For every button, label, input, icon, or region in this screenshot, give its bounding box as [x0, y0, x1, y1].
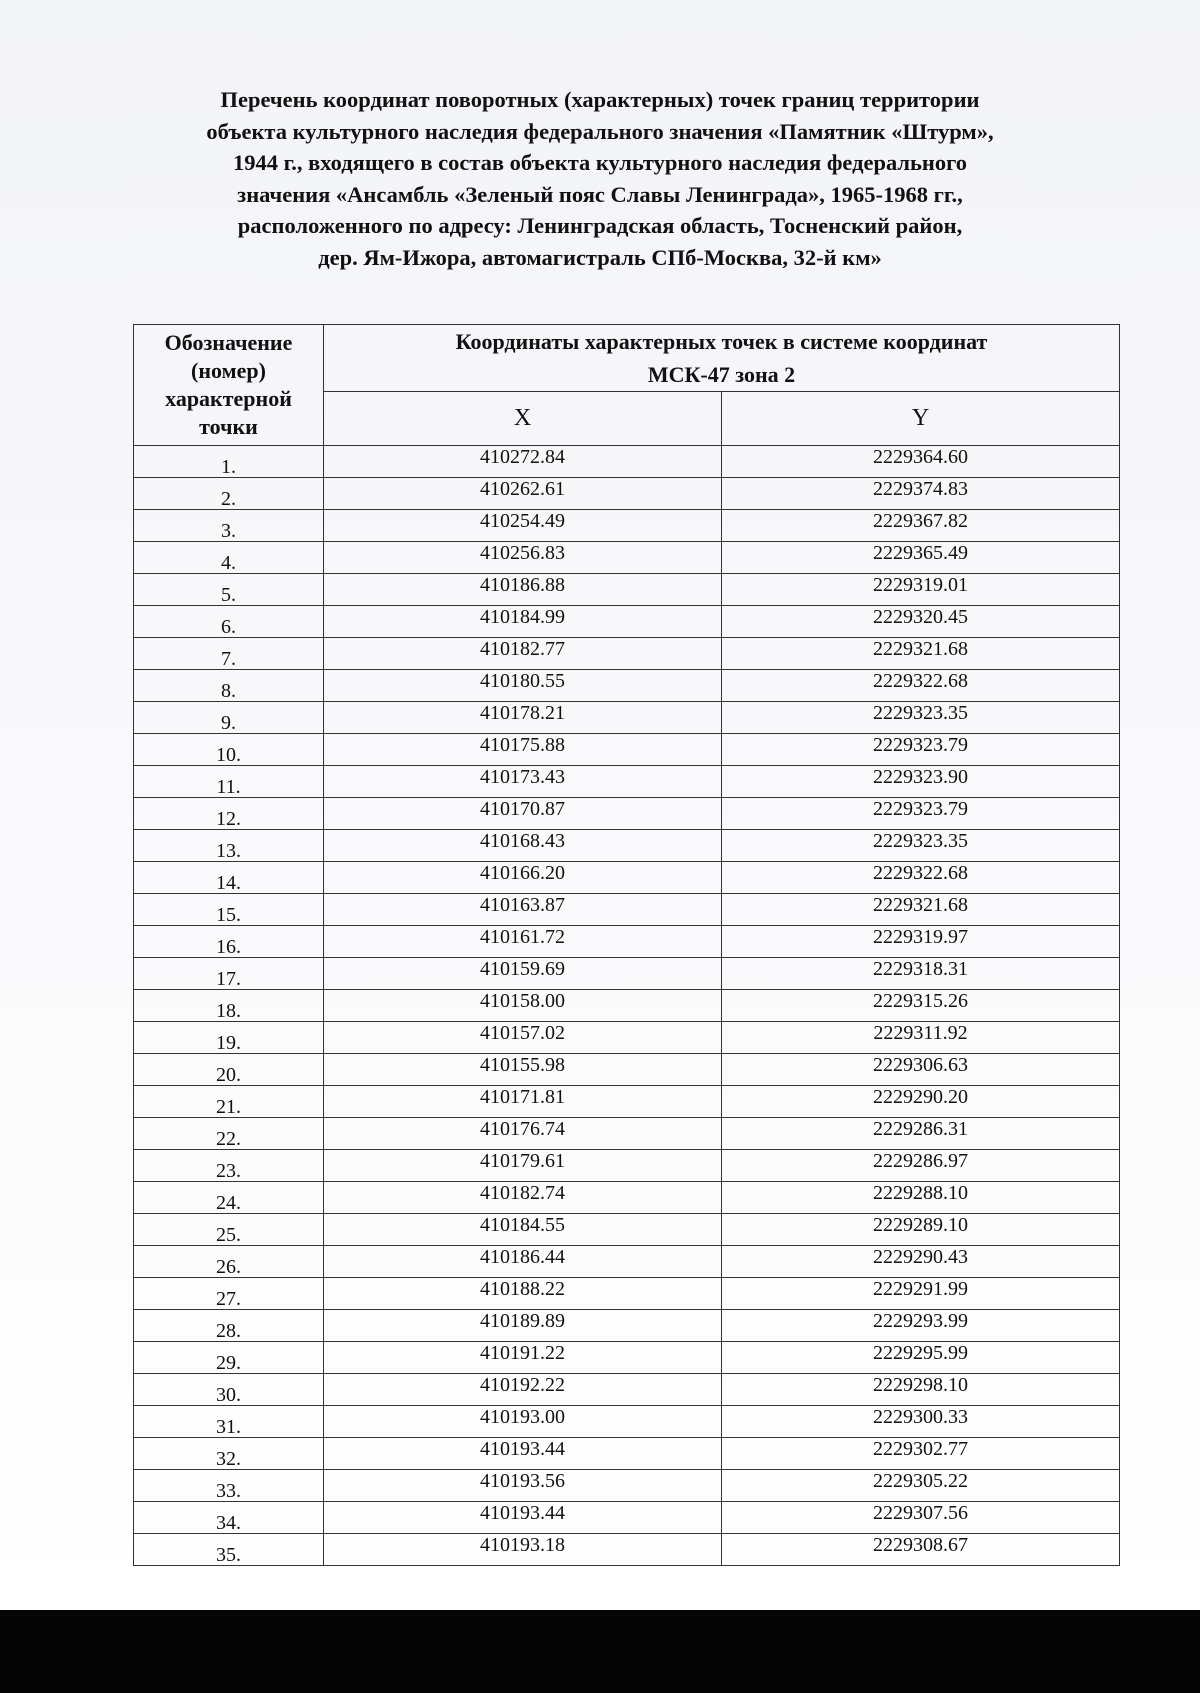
- table-row: [134, 1310, 1120, 1342]
- point-number-cell: 32.: [134, 1438, 324, 1470]
- table-row: [134, 446, 1120, 478]
- y-coordinate-cell: 2229322.68: [722, 862, 1120, 894]
- point-number-cell: 19.: [134, 1022, 324, 1054]
- y-coordinate-cell: 2229318.31: [722, 958, 1120, 990]
- point-number-cell: 28.: [134, 1310, 324, 1342]
- x-coordinate-cell: 410161.72: [324, 926, 722, 958]
- y-coordinate-cell: 2229319.01: [722, 574, 1120, 606]
- x-coordinate-cell: 410186.44: [324, 1246, 722, 1278]
- point-number-cell: 35.: [134, 1534, 324, 1566]
- point-number-cell: 34.: [134, 1502, 324, 1534]
- header-coordinates: Координаты характерных точек в системе координат МСК-47 зона 2: [324, 325, 1120, 392]
- point-number-cell: 4.: [134, 542, 324, 574]
- point-number-cell: 27.: [134, 1278, 324, 1310]
- table-row: [134, 830, 1120, 862]
- y-coordinate-cell: 2229295.99: [722, 1342, 1120, 1374]
- x-coordinate-cell: 410159.69: [324, 958, 722, 990]
- table-row: [134, 798, 1120, 830]
- y-coordinate-cell: 2229367.82: [722, 510, 1120, 542]
- x-coordinate-cell: 410173.43: [324, 766, 722, 798]
- header-y: Y: [722, 392, 1120, 446]
- table-row: [134, 1214, 1120, 1246]
- y-coordinate-cell: 2229291.99: [722, 1278, 1120, 1310]
- y-coordinate-cell: 2229286.97: [722, 1150, 1120, 1182]
- table-row: [134, 1278, 1120, 1310]
- y-coordinate-cell: 2229302.77: [722, 1438, 1120, 1470]
- table-row: [134, 670, 1120, 702]
- y-coordinate-cell: 2229305.22: [722, 1470, 1120, 1502]
- y-coordinate-cell: 2229308.67: [722, 1534, 1120, 1566]
- point-number-cell: 31.: [134, 1406, 324, 1438]
- table-row: [134, 1438, 1120, 1470]
- y-coordinate-cell: 2229320.45: [722, 606, 1120, 638]
- table-row: [134, 958, 1120, 990]
- x-coordinate-cell: 410163.87: [324, 894, 722, 926]
- point-number-cell: 3.: [134, 510, 324, 542]
- table-row: [134, 478, 1120, 510]
- x-coordinate-cell: 410188.22: [324, 1278, 722, 1310]
- x-coordinate-cell: 410191.22: [324, 1342, 722, 1374]
- table-row: [134, 638, 1120, 670]
- y-coordinate-cell: 2229311.92: [722, 1022, 1120, 1054]
- x-coordinate-cell: 410178.21: [324, 702, 722, 734]
- y-coordinate-cell: 2229323.35: [722, 702, 1120, 734]
- table-row: [134, 510, 1120, 542]
- y-coordinate-cell: 2229321.68: [722, 638, 1120, 670]
- x-coordinate-cell: 410175.88: [324, 734, 722, 766]
- x-coordinate-cell: 410171.81: [324, 1086, 722, 1118]
- x-coordinate-cell: 410170.87: [324, 798, 722, 830]
- x-coordinate-cell: 410186.88: [324, 574, 722, 606]
- x-coordinate-cell: 410155.98: [324, 1054, 722, 1086]
- table-row: [134, 734, 1120, 766]
- table-row: [134, 926, 1120, 958]
- point-number-cell: 18.: [134, 990, 324, 1022]
- table-row: [134, 1470, 1120, 1502]
- y-coordinate-cell: 2229298.10: [722, 1374, 1120, 1406]
- point-number-cell: 20.: [134, 1054, 324, 1086]
- x-coordinate-cell: 410193.44: [324, 1438, 722, 1470]
- x-coordinate-cell: 410157.02: [324, 1022, 722, 1054]
- table-row: [134, 1374, 1120, 1406]
- x-coordinate-cell: 410254.49: [324, 510, 722, 542]
- table-row: [134, 606, 1120, 638]
- point-number-cell: 17.: [134, 958, 324, 990]
- point-number-cell: 7.: [134, 638, 324, 670]
- y-coordinate-cell: 2229323.90: [722, 766, 1120, 798]
- table-row: [134, 542, 1120, 574]
- point-number-cell: 24.: [134, 1182, 324, 1214]
- x-coordinate-cell: 410182.77: [324, 638, 722, 670]
- table-row: [134, 862, 1120, 894]
- y-coordinate-cell: 2229300.33: [722, 1406, 1120, 1438]
- x-coordinate-cell: 410182.74: [324, 1182, 722, 1214]
- table-row: [134, 990, 1120, 1022]
- table-body: [134, 446, 1120, 1566]
- point-number-cell: 26.: [134, 1246, 324, 1278]
- x-coordinate-cell: 410184.55: [324, 1214, 722, 1246]
- y-coordinate-cell: 2229289.10: [722, 1214, 1120, 1246]
- y-coordinate-cell: 2229307.56: [722, 1502, 1120, 1534]
- point-number-cell: 9.: [134, 702, 324, 734]
- point-number-cell: 15.: [134, 894, 324, 926]
- table-row: [134, 574, 1120, 606]
- point-number-cell: 6.: [134, 606, 324, 638]
- x-coordinate-cell: 410256.83: [324, 542, 722, 574]
- point-number-cell: 30.: [134, 1374, 324, 1406]
- x-coordinate-cell: 410193.00: [324, 1406, 722, 1438]
- y-coordinate-cell: 2229323.79: [722, 798, 1120, 830]
- table-row: [134, 1086, 1120, 1118]
- table-row: [134, 1054, 1120, 1086]
- table-row: [134, 702, 1120, 734]
- point-number-cell: 2.: [134, 478, 324, 510]
- point-number-cell: 25.: [134, 1214, 324, 1246]
- x-coordinate-cell: 410262.61: [324, 478, 722, 510]
- y-coordinate-cell: 2229293.99: [722, 1310, 1120, 1342]
- y-coordinate-cell: 2229306.63: [722, 1054, 1120, 1086]
- table-row: [134, 1182, 1120, 1214]
- table-row: [134, 1118, 1120, 1150]
- x-coordinate-cell: 410193.44: [324, 1502, 722, 1534]
- table-row: [134, 1150, 1120, 1182]
- point-number-cell: 16.: [134, 926, 324, 958]
- table-row: [134, 1246, 1120, 1278]
- x-coordinate-cell: 410184.99: [324, 606, 722, 638]
- table-row: [134, 1534, 1120, 1566]
- point-number-cell: 8.: [134, 670, 324, 702]
- x-coordinate-cell: 410176.74: [324, 1118, 722, 1150]
- x-coordinate-cell: 410166.20: [324, 862, 722, 894]
- y-coordinate-cell: 2229319.97: [722, 926, 1120, 958]
- x-coordinate-cell: 410272.84: [324, 446, 722, 478]
- table-row: [134, 1502, 1120, 1534]
- y-coordinate-cell: 2229290.43: [722, 1246, 1120, 1278]
- point-number-cell: 33.: [134, 1470, 324, 1502]
- header-x: X: [324, 392, 722, 446]
- x-coordinate-cell: 410158.00: [324, 990, 722, 1022]
- y-coordinate-cell: 2229315.26: [722, 990, 1120, 1022]
- point-number-cell: 13.: [134, 830, 324, 862]
- x-coordinate-cell: 410189.89: [324, 1310, 722, 1342]
- table-row: [134, 894, 1120, 926]
- y-coordinate-cell: 2229365.49: [722, 542, 1120, 574]
- point-number-cell: 5.: [134, 574, 324, 606]
- y-coordinate-cell: 2229322.68: [722, 670, 1120, 702]
- point-number-cell: 11.: [134, 766, 324, 798]
- x-coordinate-cell: 410192.22: [324, 1374, 722, 1406]
- scan-bottom-border: [0, 1610, 1200, 1693]
- table-row: [134, 1342, 1120, 1374]
- y-coordinate-cell: 2229288.10: [722, 1182, 1120, 1214]
- y-coordinate-cell: 2229286.31: [722, 1118, 1120, 1150]
- y-coordinate-cell: 2229364.60: [722, 446, 1120, 478]
- point-number-cell: 10.: [134, 734, 324, 766]
- x-coordinate-cell: 410179.61: [324, 1150, 722, 1182]
- y-coordinate-cell: 2229374.83: [722, 478, 1120, 510]
- point-number-cell: 1.: [134, 446, 324, 478]
- x-coordinate-cell: 410180.55: [324, 670, 722, 702]
- y-coordinate-cell: 2229323.79: [722, 734, 1120, 766]
- point-number-cell: 23.: [134, 1150, 324, 1182]
- x-coordinate-cell: 410193.18: [324, 1534, 722, 1566]
- point-number-cell: 22.: [134, 1118, 324, 1150]
- y-coordinate-cell: 2229321.68: [722, 894, 1120, 926]
- table-row: [134, 1022, 1120, 1054]
- x-coordinate-cell: 410168.43: [324, 830, 722, 862]
- x-coordinate-cell: 410193.56: [324, 1470, 722, 1502]
- point-number-cell: 21.: [134, 1086, 324, 1118]
- table-row: [134, 766, 1120, 798]
- y-coordinate-cell: 2229290.20: [722, 1086, 1120, 1118]
- document-title: Перечень координат поворотных (характерных) точек границ территории объекта культурного наследия федерального значения «Памятник «Штурм», 1944 г., входящего в состав объекта культурного наследия федерального значения «Ансамбль «Зеленый пояс Славы Ленинграда», 1965-1968 гг., расположенного по адресу: Ленинградская область, Тосненский район, дер. Ям-Ижора, автомагистраль СПб-Москва, 32-й км»: [206, 87, 994, 270]
- point-number-cell: 29.: [134, 1342, 324, 1374]
- point-number-cell: 12.: [134, 798, 324, 830]
- point-number-cell: 14.: [134, 862, 324, 894]
- coordinates-table: [133, 324, 1120, 1566]
- header-point-number: Обозначение (номер) характерной точки: [134, 325, 324, 446]
- table-row: [134, 1406, 1120, 1438]
- y-coordinate-cell: 2229323.35: [722, 830, 1120, 862]
- table-header-row: [134, 325, 1120, 392]
